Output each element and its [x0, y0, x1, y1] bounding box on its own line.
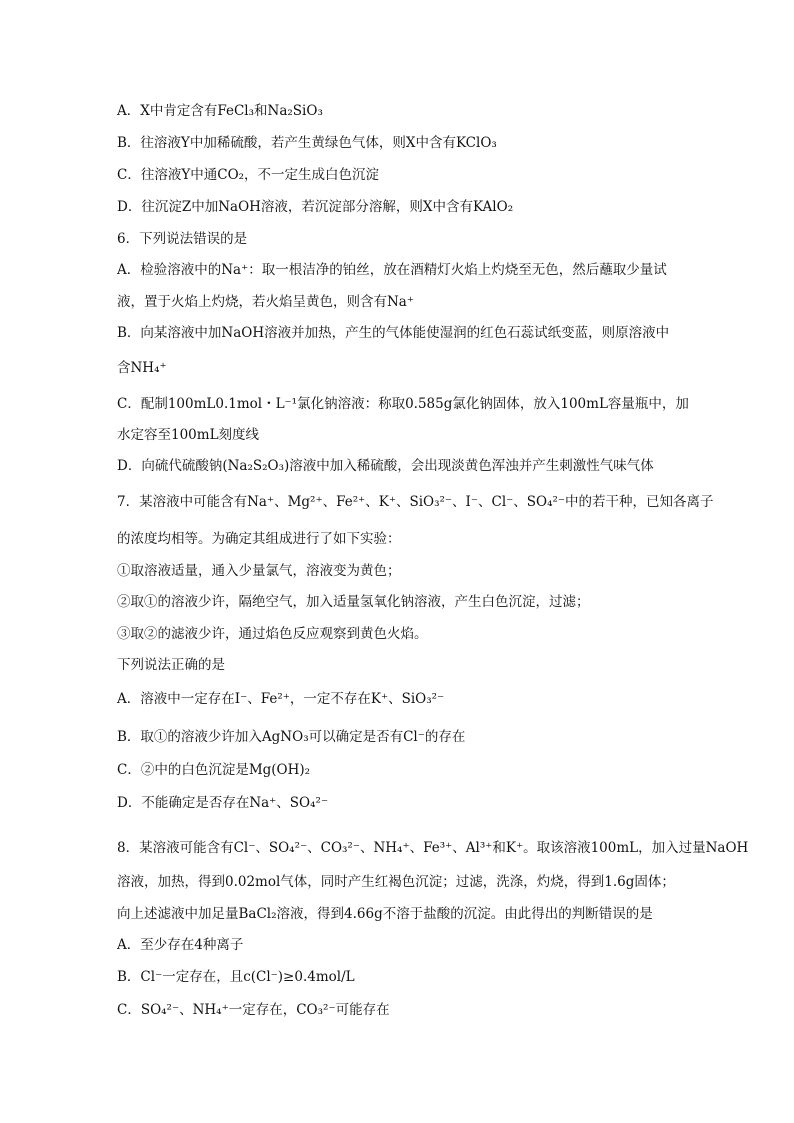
q6-option-b-line1: B．向某溶液中加NaOH溶液并加热，产生的气体能使湿润的红色石蕊试纸变蓝，则原溶液中	[117, 325, 670, 341]
q7-stem-line2: 的浓度均相等。为确定其组成进行了如下实验：	[117, 531, 401, 547]
q5-option-b: B．往溶液Y中加稀硫酸，若产生黄绿色气体，则X中含有KClO₃	[117, 135, 497, 151]
q8-stem-line2: 溶液，加热，得到0.02mol气体，同时产生红褐色沉淀；过滤，洗涤，灼烧，得到1.6g固体；	[117, 874, 675, 890]
q8-stem-line1: 8．某溶液可能含有Cl⁻、SO₄²⁻、CO₃²⁻、NH₄⁺、Fe³⁺、Al³⁺和K⁺。取该溶液100mL，加入过量NaOH	[117, 840, 749, 856]
q5-option-d: D．往沉淀Z中加NaOH溶液，若沉淀部分溶解，则X中含有KAlO₂	[117, 199, 514, 215]
q6-option-c-line1: C．配制100mL0.1mol・L⁻¹氯化钠溶液：称取0.585g氯化钠固体，放入100mL容量瓶中，加	[117, 396, 689, 412]
q7-step-1: ①取溶液适量，通入少量氯气，溶液变为黄色；	[117, 563, 401, 579]
q7-step-2: ②取①的溶液少许，隔绝空气，加入适量氢氧化钠溶液，产生白色沉淀，过滤；	[117, 594, 590, 610]
q7-prompt: 下列说法正确的是	[117, 657, 225, 673]
q7-step-3: ③取②的滤液少许，通过焰色反应观察到黄色火焰。	[117, 626, 428, 642]
q6-option-d: D．向硫代硫酸钠(Na₂S₂O₃)溶液中加入稀硫酸，会出现淡黄色浑浊并产生刺激性气味气体	[117, 458, 654, 474]
q8-option-c: C．SO₄²⁻、NH₄⁺一定存在，CO₃²⁻可能存在	[117, 1002, 390, 1018]
q7-option-b: B．取①的溶液少许加入AgNO₃可以确定是否有Cl⁻的存在	[117, 729, 466, 745]
q8-option-a: A．至少存在4种离子	[117, 937, 244, 953]
q5-option-a: A．X中肯定含有FeCl₃和Na₂SiO₃	[117, 103, 323, 119]
q7-option-a: A．溶液中一定存在I⁻、Fe²⁺，一定不存在K⁺、SiO₃²⁻	[117, 691, 445, 707]
q6-option-a-line2: 液，置于火焰上灼烧，若火焰呈黄色，则含有Na⁺	[117, 294, 414, 310]
q8-stem-line3: 向上述滤液中加足量BaCl₂溶液，得到4.66g不溶于盐酸的沉淀。由此得出的判断错误的是	[117, 906, 653, 922]
q7-stem-line1: 7．某溶液中可能含有Na⁺、Mg²⁺、Fe²⁺、K⁺、SiO₃²⁻、I⁻、Cl⁻、SO₄²⁻中的若干种，已知各离子	[117, 494, 714, 510]
q7-option-d: D．不能确定是否存在Na⁺、SO₄²⁻	[117, 795, 329, 811]
q6-option-a-line1: A．检验溶液中的Na⁺：取一根洁净的铂丝，放在酒精灯火焰上灼烧至无色，然后蘸取少量试	[117, 262, 667, 278]
q6-option-c-line2: 水定容至100mL刻度线	[117, 427, 260, 443]
q8-option-b: B．Cl⁻一定存在，且c(Cl⁻)≥0.4mol/L	[117, 969, 355, 985]
q6-stem: 6．下列说法错误的是	[117, 231, 248, 247]
q7-option-c: C．②中的白色沉淀是Mg(OH)₂	[117, 762, 311, 778]
q6-option-b-line2: 含NH₄⁺	[117, 360, 167, 376]
q5-option-c: C．往溶液Y中通CO₂，不一定生成白色沉淀	[117, 167, 380, 183]
